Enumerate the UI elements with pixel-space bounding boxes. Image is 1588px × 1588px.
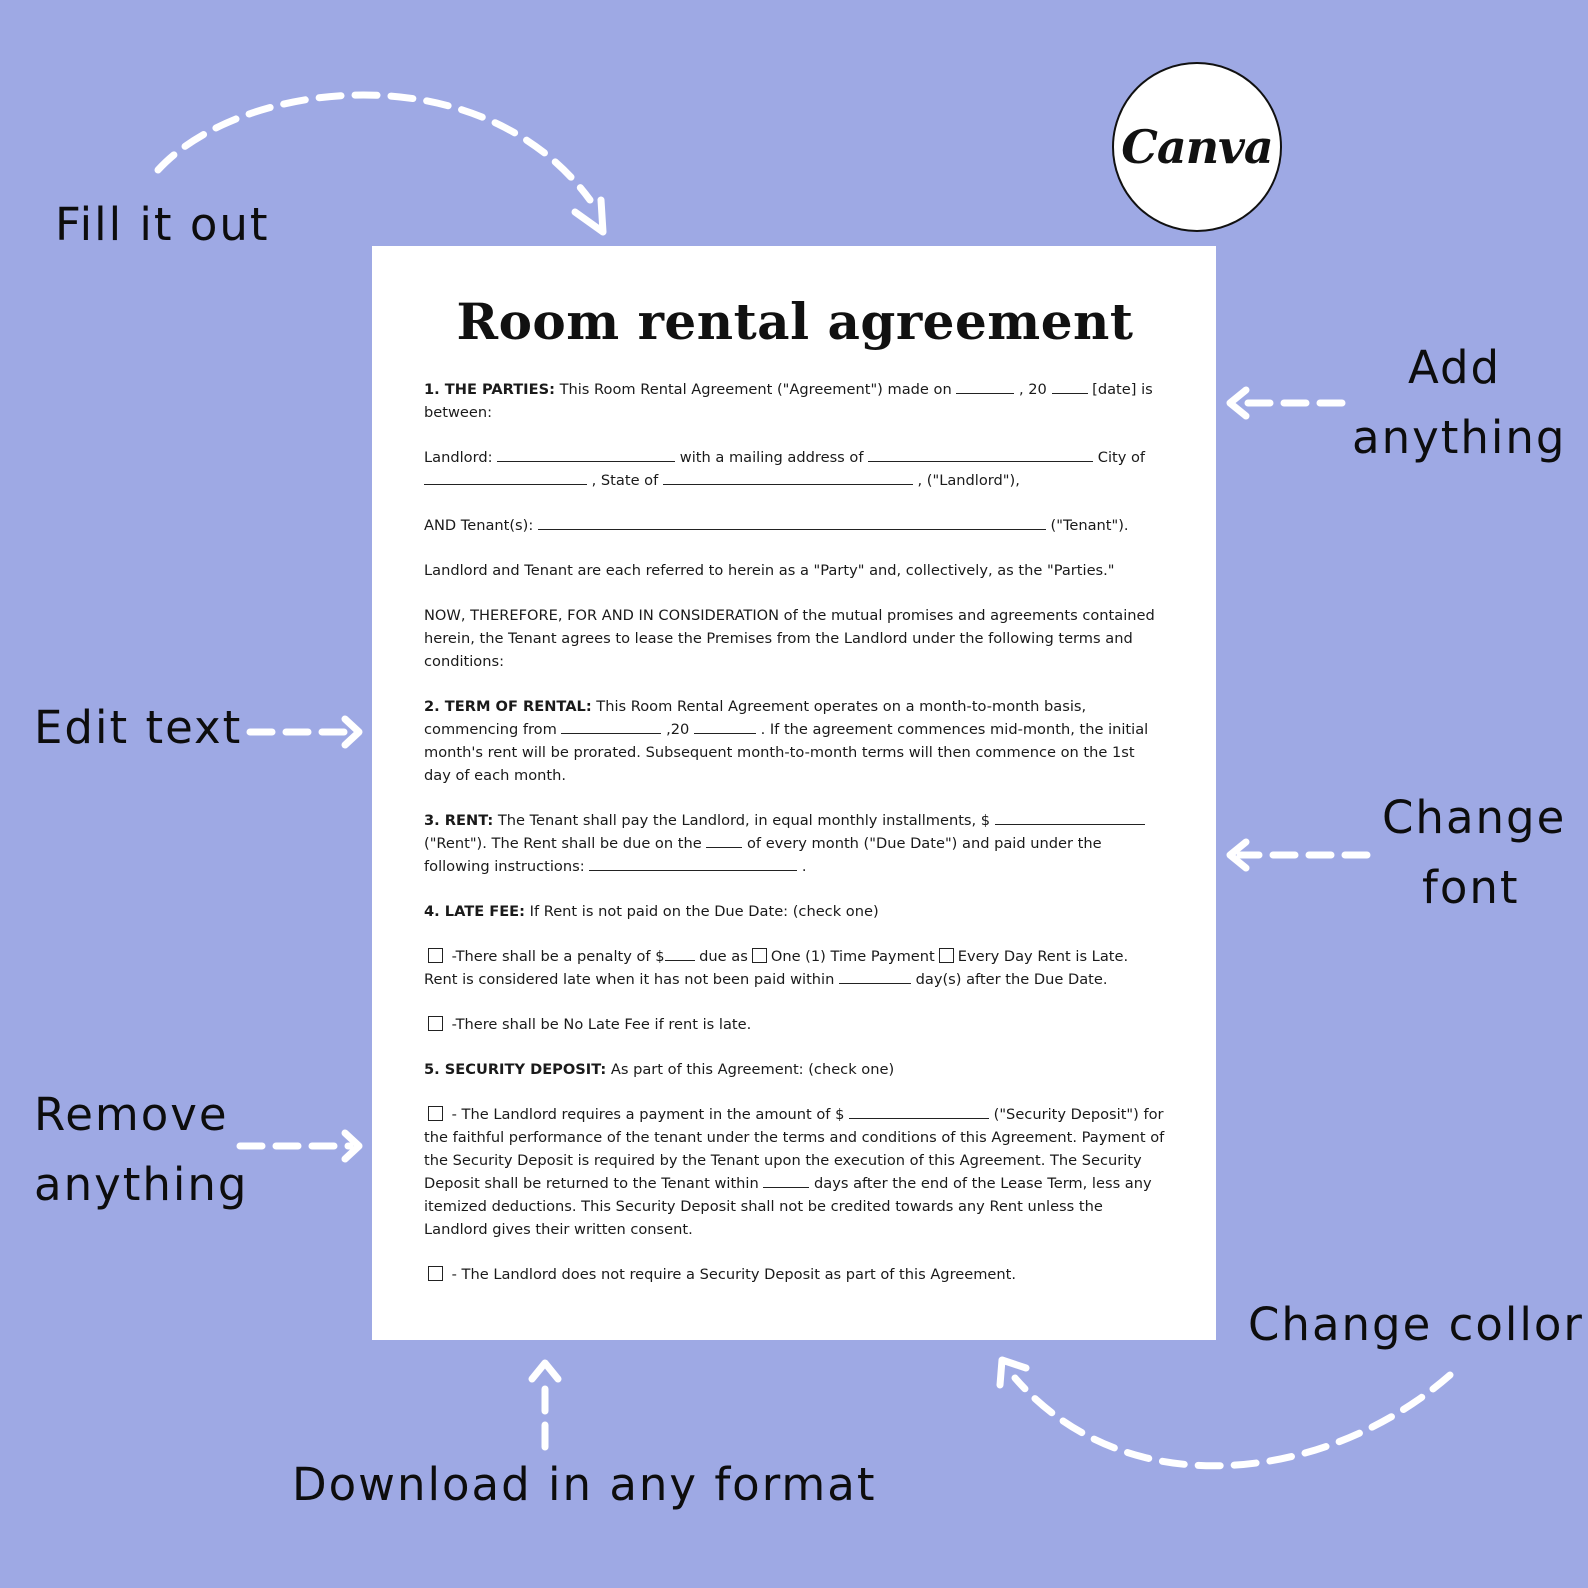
arrowhead-icon	[345, 719, 359, 745]
callout-fill-it-out: Fill it out	[55, 198, 270, 251]
penalty-amount-blank[interactable]	[665, 946, 695, 961]
checkbox-icon[interactable]	[939, 948, 954, 963]
landlord-address-blank[interactable]	[868, 447, 1093, 462]
deposit-amount-blank[interactable]	[849, 1104, 989, 1119]
arrowhead-icon	[1230, 842, 1246, 868]
rent-amount-blank[interactable]	[995, 810, 1145, 825]
dashed-arrow-icon	[1015, 1375, 1450, 1466]
landlord-name-blank[interactable]	[497, 447, 675, 462]
late-option-text: One (1) Time Payment	[770, 948, 935, 965]
rent-text: The Tenant shall pay the Landlord, in equal monthly installments, $	[493, 812, 995, 829]
section-late-fee	[424, 900, 1166, 923]
arrowhead-icon	[1000, 1360, 1026, 1385]
late-option-text: -There shall be No Late Fee if rent is late.	[447, 1016, 752, 1033]
deposit-option-text: days after the end of the Lease Term, less any itemized deductions. This Security Deposit shall not be credited towards any Rent unless the Landlord gives their written consent.	[424, 1175, 1152, 1238]
term-text: This Room Rental Agreement operates on a month-to-month basis, commencing from	[424, 698, 1087, 738]
arrowhead-icon	[345, 1133, 359, 1159]
callout-change-collor: Change collor	[1248, 1298, 1584, 1351]
late-option-text: Rent is considered late when it has not been paid within	[424, 971, 839, 988]
term-start-blank[interactable]	[561, 719, 661, 734]
landlord-line	[424, 446, 1166, 492]
checkbox-icon[interactable]	[428, 1016, 443, 1031]
landlord-text: with a mailing address of	[675, 449, 869, 466]
term-heading: 2. TERM OF RENTAL:	[424, 698, 592, 715]
deposit-option-required	[424, 1103, 1166, 1241]
term-text: . If the agreement commences mid-month, the initial month's rent will be prorated. Subsequent month-to-month terms will then commence on the 1st day of each month.	[424, 721, 1149, 784]
term-year-blank[interactable]	[694, 719, 756, 734]
landlord-city-blank[interactable]	[424, 470, 587, 485]
instructions-blank[interactable]	[589, 856, 797, 871]
checkbox-icon[interactable]	[428, 948, 443, 963]
callout-change-font-line1: Change	[1382, 791, 1567, 844]
arrowhead-icon	[532, 1363, 558, 1379]
term-text: ,20	[661, 721, 694, 738]
deposit-heading: 5. SECURITY DEPOSIT:	[424, 1061, 607, 1078]
tenant-text: ("Tenant").	[1045, 517, 1129, 534]
landlord-text: City of	[1093, 449, 1146, 466]
arrowhead-icon	[1230, 390, 1246, 416]
parties-heading: 1. THE PARTIES:	[424, 381, 555, 398]
late-fee-text: If Rent is not paid on the Due Date: (check one)	[525, 903, 879, 920]
parties-text: This Room Rental Agreement ("Agreement") made on	[554, 381, 957, 398]
tenant-name-blank[interactable]	[538, 515, 1046, 530]
callout-add-anything-line2: anything	[1352, 411, 1567, 464]
deposit-option-none	[424, 1263, 1166, 1286]
canva-logo	[1112, 62, 1282, 232]
deposit-option-text: ("Security Deposit") for the faithful performance of the tenant under the terms and conditions of this Agreement. Payment of the Security Deposit is required by the Tenant upon the execution of this Agreement. The Security Deposit shall be returned to the Tenant within	[424, 1106, 1165, 1192]
callout-remove-anything-line2: anything	[34, 1158, 249, 1211]
parties-text: [date] is between:	[424, 381, 1153, 421]
section-rent	[424, 809, 1166, 878]
rent-text: .	[797, 858, 807, 875]
section-term	[424, 695, 1166, 787]
deposit-option-text: - The Landlord requires a payment in the amount of $	[447, 1106, 850, 1123]
due-day-blank[interactable]	[706, 833, 742, 848]
late-days-blank[interactable]	[839, 969, 911, 984]
canva-logo-text: Canva	[1121, 120, 1273, 174]
late-fee-heading: 4. LATE FEE:	[424, 903, 525, 920]
dashed-arrow-icon	[158, 95, 590, 200]
late-fee-option-none	[424, 1013, 1166, 1036]
landlord-label: Landlord:	[424, 449, 498, 466]
rent-text: of every month ("Due Date") and paid under the following instructions:	[424, 835, 1102, 875]
document-page	[372, 246, 1216, 1340]
consideration-paragraph: NOW, THEREFORE, FOR AND IN CONSIDERATION of the mutual promises and agreements contained herein, the Tenant agrees to lease the Premises from the Landlord under the following terms and conditions:	[424, 607, 1155, 670]
late-option-text: due as	[694, 948, 748, 965]
callout-edit-text: Edit text	[34, 701, 243, 754]
date-blank[interactable]	[956, 379, 1014, 394]
deposit-days-blank[interactable]	[763, 1173, 809, 1188]
late-option-text: -There shall be a penalty of $	[447, 948, 665, 965]
callout-change-font-line2: font	[1422, 861, 1520, 914]
section-parties	[424, 378, 1166, 424]
callout-download: Download in any format	[292, 1458, 877, 1511]
checkbox-icon[interactable]	[428, 1266, 443, 1281]
rent-heading: 3. RENT:	[424, 812, 494, 829]
document-title: Room rental agreement	[456, 292, 1134, 351]
late-option-text: Every Day Rent is Late.	[957, 948, 1129, 965]
late-fee-option-penalty	[424, 945, 1166, 991]
parties-note: Landlord and Tenant are each referred to herein as a "Party" and, collectively, as the "Parties."	[424, 562, 1115, 579]
rent-text: ("Rent"). The Rent shall be due on the	[424, 835, 707, 852]
deposit-option-text: - The Landlord does not require a Security Deposit as part of this Agreement.	[447, 1266, 1017, 1283]
landlord-state-blank[interactable]	[663, 470, 913, 485]
callout-remove-anything-line1: Remove	[34, 1088, 229, 1141]
tenant-line	[424, 514, 1166, 537]
section-deposit	[424, 1058, 1166, 1081]
checkbox-icon[interactable]	[752, 948, 767, 963]
landlord-text: , State of	[587, 472, 663, 489]
landlord-text: , ("Landlord"),	[912, 472, 1020, 489]
late-option-text: day(s) after the Due Date.	[911, 971, 1108, 988]
parties-text: , 20	[1014, 381, 1052, 398]
arrowhead-icon	[575, 200, 603, 232]
deposit-text: As part of this Agreement: (check one)	[606, 1061, 895, 1078]
tenant-label: AND Tenant(s):	[424, 517, 538, 534]
year-blank[interactable]	[1052, 379, 1088, 394]
checkbox-icon[interactable]	[428, 1106, 443, 1121]
callout-add-anything-line1: Add	[1408, 341, 1502, 394]
